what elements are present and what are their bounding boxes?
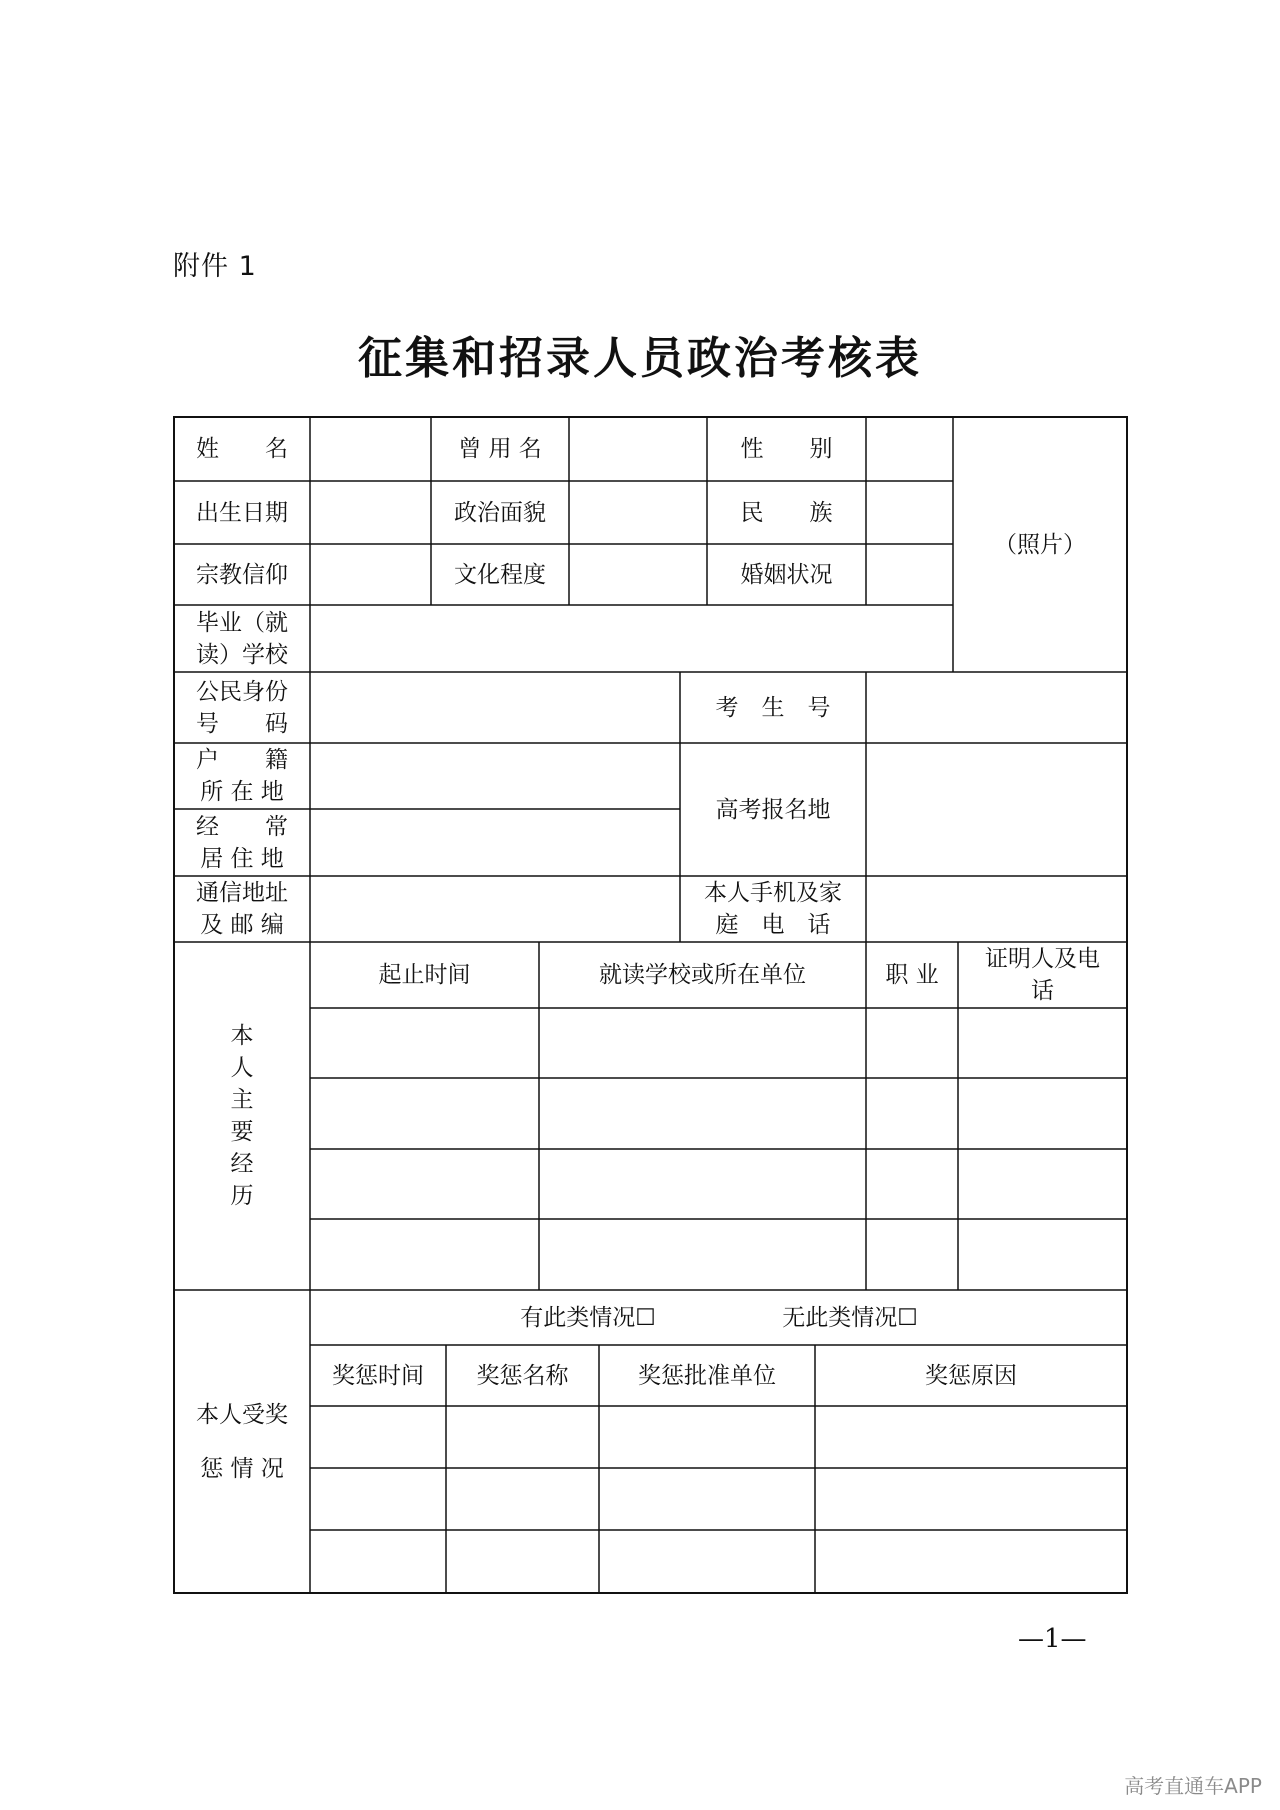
experience-section-label	[174, 942, 310, 1290]
awards-label-line2: 惩 情 况	[200, 1455, 284, 1482]
awards-col-name: 奖惩名称	[476, 1362, 569, 1389]
former-name-field[interactable]	[569, 417, 707, 481]
former-name-label: 曾 用 名	[458, 436, 542, 462]
experience-char: 历	[230, 1183, 254, 1209]
hukou-label-line1: 户 籍	[196, 747, 288, 773]
awards-col-approver: 奖惩批准单位	[638, 1362, 776, 1389]
experience-char: 经	[230, 1151, 254, 1177]
phone-label-line2: 庭 电 话	[715, 912, 831, 938]
experience-row[interactable]	[310, 1149, 1127, 1219]
awards-row[interactable]	[310, 1530, 1127, 1593]
watermark: 高考直通车APP	[1124, 1774, 1262, 1798]
experience-row[interactable]	[310, 1008, 1127, 1078]
exam-place-label: 高考报名地	[715, 796, 831, 823]
experience-char: 主	[230, 1087, 254, 1113]
awards-section-label	[174, 1290, 310, 1593]
experience-col-occupation: 职 业	[885, 962, 939, 988]
religion-field[interactable]	[310, 544, 431, 605]
school-label	[174, 605, 310, 672]
gender-label: 性 别	[740, 436, 833, 462]
education-field[interactable]	[569, 544, 707, 605]
hukou-field[interactable]	[310, 743, 680, 809]
experience-col-school: 就读学校或所在单位	[599, 962, 806, 988]
id-number-label-line2: 号 码	[196, 710, 288, 737]
phone-label-line1: 本人手机及家	[704, 880, 842, 906]
school-label-line2: 读）学校	[196, 641, 288, 668]
form-title: 征集和招录人员政治考核表	[358, 333, 922, 384]
page-number: —1—	[1018, 1624, 1087, 1654]
residence-label-line2: 居 住 地	[200, 845, 284, 872]
political-status-field[interactable]	[569, 481, 707, 544]
witness-label-line2: 话	[1031, 978, 1054, 1004]
address-label-line1: 通信地址	[196, 880, 288, 906]
education-label: 文化程度	[454, 561, 546, 588]
exam-number-label: 考 生 号	[715, 694, 831, 721]
experience-char: 要	[230, 1119, 254, 1145]
address-field[interactable]	[310, 876, 680, 942]
religion-label: 宗教信仰	[196, 561, 288, 588]
name-field[interactable]	[310, 417, 431, 481]
witness-label-line1: 证明人及电	[985, 946, 1100, 972]
awards-col-time: 奖惩时间	[332, 1362, 424, 1389]
ethnicity-field[interactable]	[866, 481, 953, 544]
gender-field[interactable]	[866, 417, 953, 481]
address-label-line2: 及 邮 编	[200, 912, 284, 938]
photo-box[interactable]: （照片）	[994, 531, 1086, 558]
political-status-label: 政治面貌	[454, 499, 546, 526]
experience-char: 人	[230, 1055, 254, 1081]
attachment-label: 附件 1	[173, 251, 257, 282]
ethnicity-label: 民 族	[740, 499, 833, 526]
school-label-line1: 毕业（就	[196, 609, 288, 636]
no-awards-checkbox[interactable]: 无此类情况☐	[782, 1304, 918, 1331]
experience-col-witness	[958, 942, 1127, 1008]
has-awards-checkbox[interactable]: 有此类情况☐	[520, 1304, 656, 1331]
name-label: 姓 名	[196, 436, 288, 462]
hukou-label-line2: 所 在 地	[200, 779, 284, 805]
hukou-label	[174, 743, 310, 809]
residence-field[interactable]	[310, 809, 680, 876]
awards-label-line1: 本人受奖	[196, 1401, 288, 1428]
id-number-field[interactable]	[310, 672, 680, 743]
marital-status-label: 婚姻状况	[740, 561, 833, 588]
experience-col-period: 起止时间	[378, 962, 471, 988]
id-number-label	[174, 672, 310, 743]
experience-row[interactable]	[310, 1078, 1127, 1149]
birth-date-field[interactable]	[310, 481, 431, 544]
id-number-label-line1: 公民身份	[196, 678, 288, 705]
address-label	[174, 876, 310, 942]
phone-label	[680, 876, 866, 942]
residence-label-line1: 经 常	[196, 813, 288, 840]
birth-date-label: 出生日期	[196, 499, 288, 526]
residence-label	[174, 809, 310, 876]
experience-row[interactable]	[310, 1219, 1127, 1290]
awards-row[interactable]	[310, 1468, 1127, 1530]
marital-status-field[interactable]	[866, 544, 953, 605]
awards-col-reason: 奖惩原因	[925, 1362, 1017, 1389]
exam-place-field[interactable]	[866, 743, 1127, 876]
awards-row[interactable]	[310, 1406, 1127, 1468]
school-field[interactable]	[310, 605, 953, 672]
experience-char: 本	[230, 1023, 254, 1049]
exam-number-field[interactable]	[866, 672, 1127, 743]
phone-field[interactable]	[866, 876, 1127, 942]
